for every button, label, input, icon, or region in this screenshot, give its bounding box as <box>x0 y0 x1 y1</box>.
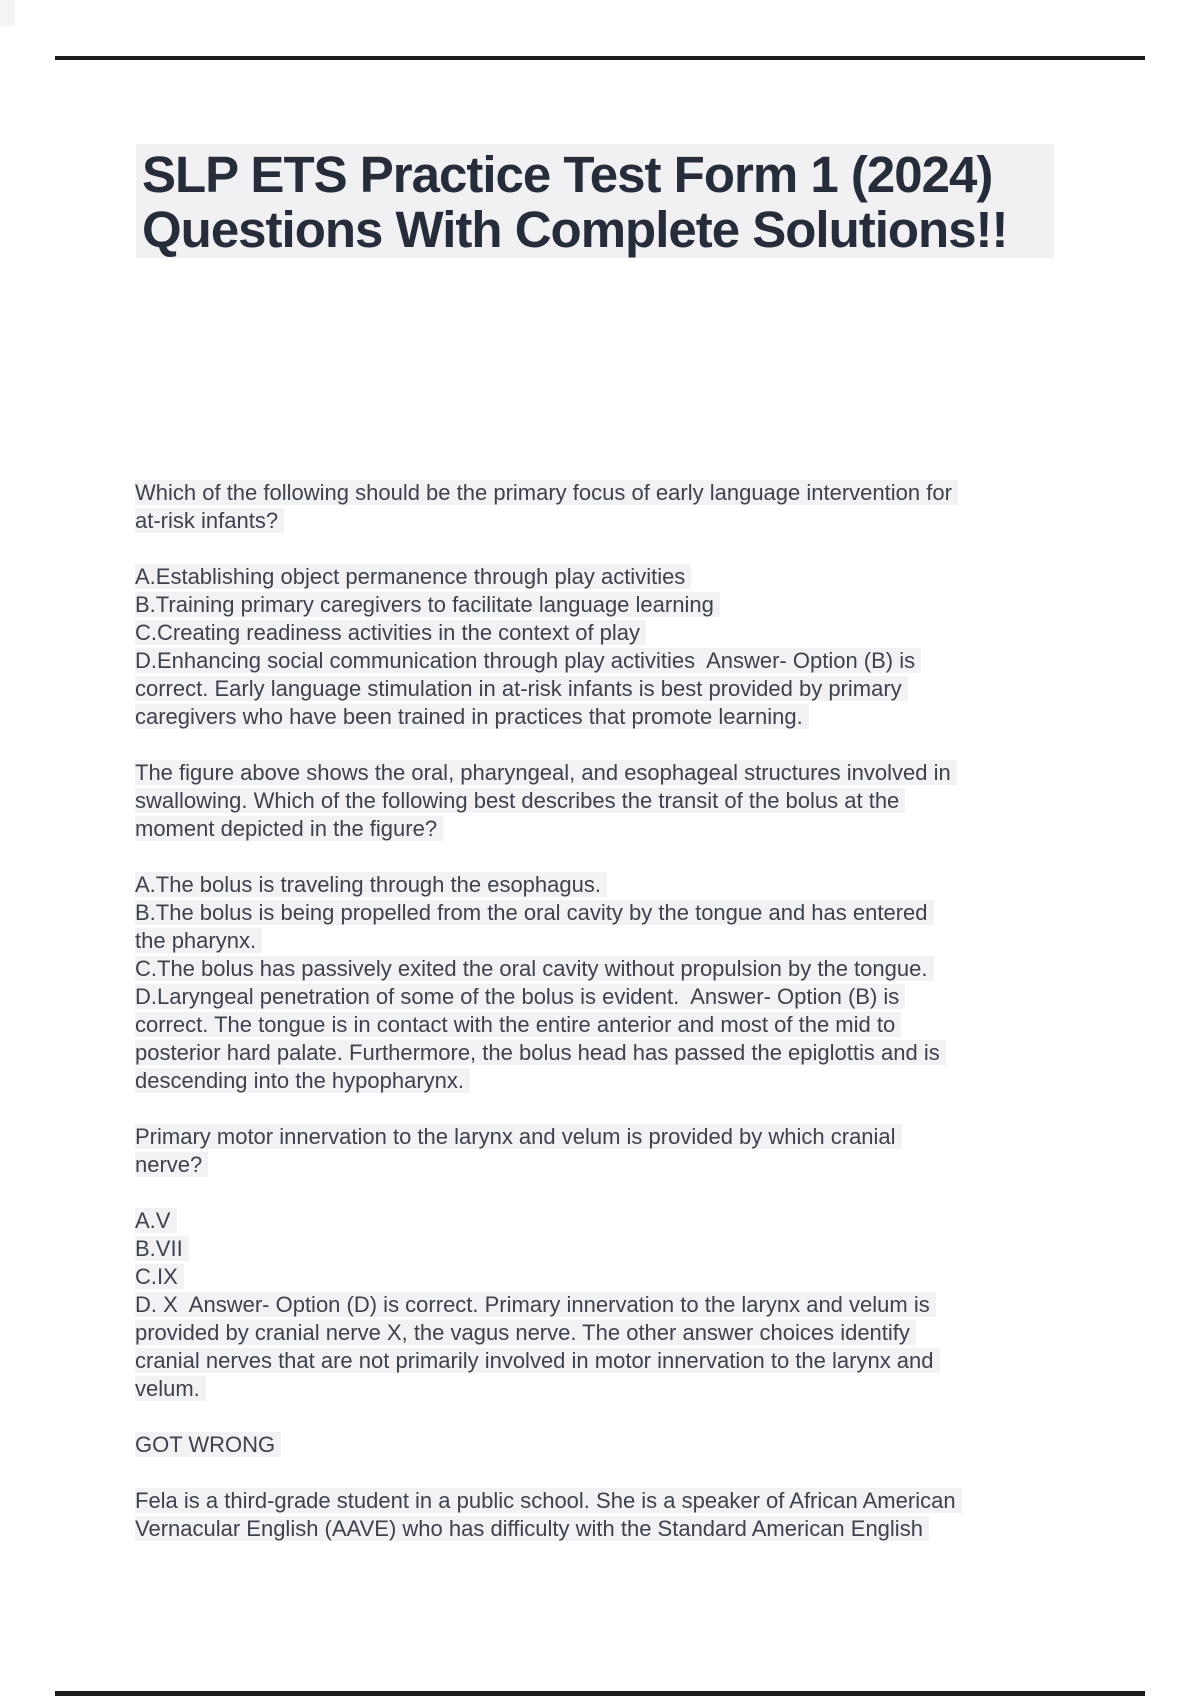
paragraph-question-3 <box>135 1123 1085 1179</box>
highlighted-text: B.VII <box>135 1236 189 1261</box>
document-title-line-1: SLP ETS Practice Test Form 1 (2024) <box>142 146 993 203</box>
paragraph-question-1 <box>135 479 1085 535</box>
text-line <box>135 1291 1085 1319</box>
text-line <box>135 759 1085 787</box>
paragraph-question-4-intro <box>135 1487 1085 1543</box>
highlighted-text: caregivers who have been trained in practices that promote learning. <box>135 704 809 729</box>
highlighted-text: nerve? <box>135 1152 209 1177</box>
highlighted-text: swallowing. Which of the following best describes the transit of the bolus at the <box>135 788 906 813</box>
text-line <box>135 591 1085 619</box>
text-line <box>135 927 1085 955</box>
highlighted-text: Vernacular English (AAVE) who has difficulty with the Standard American English <box>135 1516 930 1541</box>
highlighted-text: B.The bolus is being propelled from the oral cavity by the tongue and has entered <box>135 900 934 925</box>
highlighted-text: C.Creating readiness activities in the context of play <box>135 620 647 645</box>
text-line <box>135 983 1085 1011</box>
text-line <box>135 1319 1085 1347</box>
highlighted-text: velum. <box>135 1376 206 1401</box>
text-line <box>135 1235 1085 1263</box>
highlighted-text: correct. The tongue is in contact with the entire anterior and most of the mid to <box>135 1012 902 1037</box>
title-block <box>136 144 1054 258</box>
text-line <box>135 1011 1085 1039</box>
highlighted-text: GOT WRONG <box>135 1432 282 1457</box>
paragraph-question-3-options-answer <box>135 1207 1085 1403</box>
paragraph-got-wrong-label <box>135 1431 1085 1459</box>
paragraph-question-1-options-answer <box>135 563 1085 731</box>
highlighted-text: D.Enhancing social communication through play activities Answer- Option (B) is <box>135 648 922 673</box>
highlighted-text: C.The bolus has passively exited the oral cavity without propulsion by the tongue. <box>135 956 934 981</box>
text-line <box>135 1487 1085 1515</box>
text-line <box>135 1263 1085 1291</box>
paragraph-question-2-options-answer <box>135 871 1085 1095</box>
text-line <box>135 1431 1085 1459</box>
text-line <box>135 1347 1085 1375</box>
highlighted-text: A.Establishing object permanence through play activities <box>135 564 692 589</box>
highlighted-text: moment depicted in the figure? <box>135 816 444 841</box>
highlighted-text: cranial nerves that are not primarily involved in motor innervation to the larynx and <box>135 1348 940 1373</box>
text-line <box>135 1375 1085 1403</box>
highlighted-text: A.The bolus is traveling through the esophagus. <box>135 872 608 897</box>
highlighted-text: Fela is a third-grade student in a public school. She is a speaker of African American <box>135 1488 962 1513</box>
highlighted-text: provided by cranial nerve X, the vagus nerve. The other answer choices identify <box>135 1320 917 1345</box>
text-line <box>135 815 1085 843</box>
text-line <box>135 787 1085 815</box>
corner-artifact <box>0 0 15 26</box>
highlighted-text: D.Laryngeal penetration of some of the bolus is evident. Answer- Option (B) is <box>135 984 906 1009</box>
highlighted-text: Primary motor innervation to the larynx and velum is provided by which cranial <box>135 1124 902 1149</box>
text-line <box>135 955 1085 983</box>
highlighted-text: C.IX <box>135 1264 184 1289</box>
text-line <box>135 1039 1085 1067</box>
text-line <box>135 703 1085 731</box>
text-line <box>135 507 1085 535</box>
highlighted-text: A.V <box>135 1208 177 1233</box>
highlighted-text: the pharynx. <box>135 928 263 953</box>
highlighted-text: descending into the hypopharynx. <box>135 1068 471 1093</box>
text-line <box>135 479 1085 507</box>
document-body <box>135 479 1085 1571</box>
highlighted-text: The figure above shows the oral, pharyngeal, and esophageal structures involved in <box>135 760 957 785</box>
text-line <box>135 675 1085 703</box>
highlighted-text: posterior hard palate. Furthermore, the bolus head has passed the epiglottis and is <box>135 1040 946 1065</box>
highlighted-text: Which of the following should be the primary focus of early language intervention for <box>135 480 959 505</box>
text-line <box>135 1207 1085 1235</box>
paragraph-question-2 <box>135 759 1085 843</box>
highlighted-text: at-risk infants? <box>135 508 285 533</box>
highlighted-text: correct. Early language stimulation in at-risk infants is best provided by primary <box>135 676 908 701</box>
top-rule <box>55 56 1145 60</box>
text-line <box>135 1515 1085 1543</box>
highlighted-text: D. X Answer- Option (D) is correct. Primary innervation to the larynx and velum is <box>135 1292 936 1317</box>
text-line <box>135 647 1085 675</box>
bottom-rule <box>55 1691 1145 1696</box>
text-line <box>135 899 1085 927</box>
text-line <box>135 1151 1085 1179</box>
highlighted-text: B.Training primary caregivers to facilitate language learning <box>135 592 720 617</box>
text-line <box>135 563 1085 591</box>
text-line <box>135 1123 1085 1151</box>
text-line <box>135 619 1085 647</box>
document-title-line-2: Questions With Complete Solutions!! <box>142 201 1008 258</box>
text-line <box>135 871 1085 899</box>
text-line <box>135 1067 1085 1095</box>
